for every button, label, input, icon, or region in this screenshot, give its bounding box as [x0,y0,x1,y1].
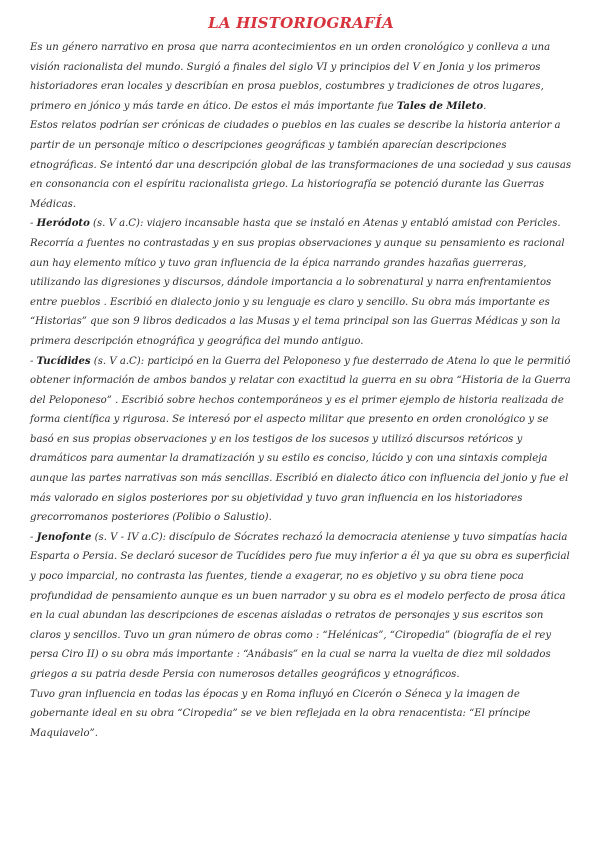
tucidides-text: (s. V a.C): participó en la Guerra del Peloponeso y fue desterrado de Atena lo que le permitió obtener información de ambos bandos y relatar con exactitud la guerra en su obra “Historia de la Guerra del Peloponeso” . Escribió sobre hechos contemporáneos y es el primer ejemplo de historia realizada de forma científica y rigurosa. Se interesó por el aspecto militar que presento en orden cronológico y se basó en sus propias observaciones y en los testigos de los sucesos y utilizó discursos retóricos y dramáticos para aumentar la dramatización y su estilo es conciso, lúcido y con una sintaxis compleja aunque las partes narrativas son más sencillas. Escribió en dialecto ático con influencia del jonio y fue el más valorado en siglos posteriores por su objetividad y tuvo gran influencia en los historiadores grecorromanos posteriores (Polibio o Salustio). [30,355,571,524]
intro-text: Es un género narrativo en prosa que narra acontecimientos en un orden cronológico y conlleva a una visión racionalista del mundo. Surgió a finales del siglo VI y principios del V en Jonia y los primeros historiadores eran locales y describían en prosa pueblos, costumbres y tradiciones de otros lugares, primero en jónico y más tarde en ático. De estos el más importante fue [30,42,551,112]
herodoto-name: Heródoto [36,218,90,230]
tucidides-dash: - [30,355,37,367]
jenofonte-name: Jenofonte [36,531,92,543]
document-body [30,38,572,743]
intro-end: . [483,100,487,112]
jenofonte-dash: - [30,531,37,543]
paragraph-closing: Tuvo gran influencia en todas las épocas y en Roma influyó en Cicerón o Séneca y la imagen de gobernante ideal en su obra “Ciropedia” se ve bien reflejada en la obra renacentista: “El príncipe Maquiavelo”. [30,688,531,739]
tucidides-name: Tucídides [36,355,91,367]
paragraph-intro [30,38,572,116]
paragraph-tucidides [30,352,572,528]
intro-highlight: Tales de Mileto [396,100,484,112]
jenofonte-text: (s. V - IV a.C): discípulo de Sócrates rechazó la democracia ateniense y tuvo simpatías hacia Esparta o Persia. Se declaró sucesor de Tucídides pero fue muy inferior a él ya que su obra es superficial y poco imparcial, no contrasta las fuentes, tiende a exagerar, no es objetivo y su obra tiene poca profundidad de pensamiento aunque es un buen narrador y su obra es el modelo perfecto de prosa ática en la cual abundan las descripciones de escenas aisladas o retratos de personajes y sus escritos son claros y sencillos. Tuvo un gran número de obras como : “Helénicas”, “Ciropedia” (biografía de el rey persa Ciro II) o su obra más importante : “Anábasis” en la cual se narra la vuelta de diez mil soldados griegos a su patria desde Persia con numerosos detalles geográficos y etnográficos. [30,531,570,680]
herodoto-text: (s. V a.C): viajero incansable hasta que se instaló en Atenas y entabló amistad con Pericles. Recorría a fuentes no contrastadas y en sus propias observaciones y aunque su pensamiento es racional aun hay elemento mítico y tuvo gran influencia de la épica narrando grandes hazañas guerreras, utilizando las digresiones y discursos, dándole importancia a lo sobrenatural y narra enfrentamientos entre pueblos . Escribió en dialecto jonio y su lenguaje es claro y sencillo. Su obra más importante es “Historias” que son 9 libros dedicados a las Musas y el tema principal son las Guerras Médicas y son la primera descripción etnográfica y geográfica del mundo antiguo. [30,218,565,347]
herodoto-dash: - [30,218,37,230]
page-title: LA HISTORIOGRAFÍA [208,14,394,32]
paragraph-herodoto [30,214,572,351]
paragraph-jenofonte [30,528,572,685]
paragraph-relatos: Estos relatos podrían ser crónicas de ciudades o pueblos en las cuales se describe la historia anterior a partir de un personaje mítico o descripciones geográficas y también aparecían descripciones etnográficas. Se intentó dar una descripción global de las transformaciones de una sociedad y sus causas en consonancia con el espíritu racionalista griego. La historiografía se potenció durante las Guerras Médicas. [30,120,572,210]
